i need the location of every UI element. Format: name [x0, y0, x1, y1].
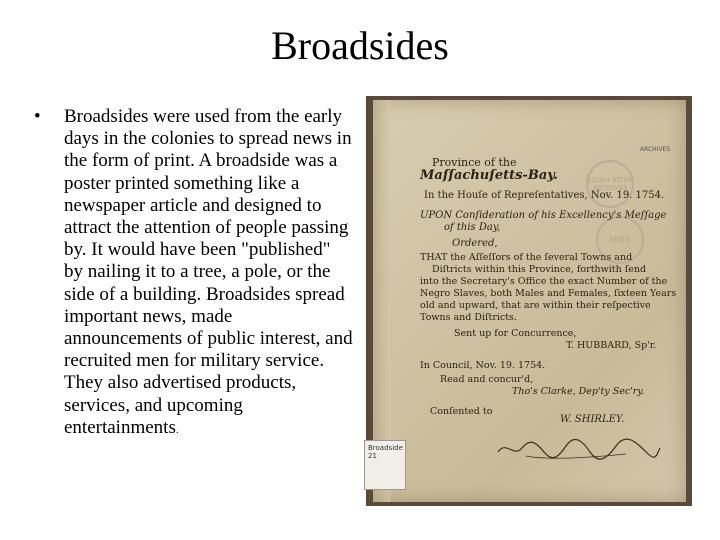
- doc-sent-up: Sent up for Concurrence,: [454, 328, 577, 339]
- doc-hubbard: T. HUBBARD, Sp'r.: [566, 340, 657, 351]
- stamp-text: LEGISLATIVE ARCHIVES: [587, 176, 633, 192]
- doc-read: Read and concur'd,: [440, 374, 534, 385]
- doc-header-1: Province of the: [432, 156, 517, 169]
- doc-upon-line-1: UPON Conſideration of his Excellency's Meſſage: [420, 210, 667, 221]
- page-title: Broadsides: [271, 23, 449, 68]
- doc-clarke: Tho's Clarke, Dep'ty Sec'ry.: [512, 386, 645, 397]
- signature-copy-attest: [496, 438, 662, 460]
- bullet-text: [64, 106, 354, 441]
- archives-mark: ARCHIVES: [640, 146, 671, 153]
- doc-body-3: into the Secretary's Office the exact Number of the: [420, 276, 668, 287]
- bullet-body: Broadsides were used from the early days in the colonies to spread news in the form of print. A broadside was a poster printed something like a newspaper article and designed to attract the attention of people passing by. It would have been "published" by nailing it to a tree, a pole, or the side of a building. Broadsides spread important news, made announcements of public interest, and recruited men for military service. They also advertised products, services, and upcoming entertainments: [64, 106, 353, 438]
- bullet-marker: •: [34, 106, 41, 127]
- stamp-text-2: STATE: [609, 236, 631, 244]
- doc-body-4: Negro Slaves, both Males and Females, ſixteen Years: [420, 288, 677, 299]
- doc-body-1: THAT the Aſſeſſors of the ſeveral Towns and: [420, 252, 633, 263]
- catalog-label: [364, 440, 406, 490]
- doc-upon-line-2: of this Day,: [444, 222, 501, 233]
- doc-consented: Conſented to: [430, 406, 493, 417]
- doc-body-5: old and upward, that are within their reſpective: [420, 300, 651, 311]
- label-title: Broadside: [368, 444, 403, 452]
- bullet-end: .: [175, 423, 179, 436]
- doc-house-line: In the Houſe of Repreſentatives, Nov. 19. 1754.: [424, 190, 665, 201]
- doc-council: In Council, Nov. 19. 1754.: [420, 360, 546, 371]
- doc-header-2: Maſſachuſetts-Bay.: [420, 168, 558, 183]
- label-number: 21: [368, 452, 377, 460]
- doc-body-2: Diſtricts within this Province, forthwith ſend: [432, 264, 647, 275]
- doc-body-6: Towns and Diſtricts.: [420, 312, 517, 323]
- doc-ordered: Ordered,: [452, 238, 498, 249]
- doc-shirley: W. SHIRLEY.: [560, 414, 625, 425]
